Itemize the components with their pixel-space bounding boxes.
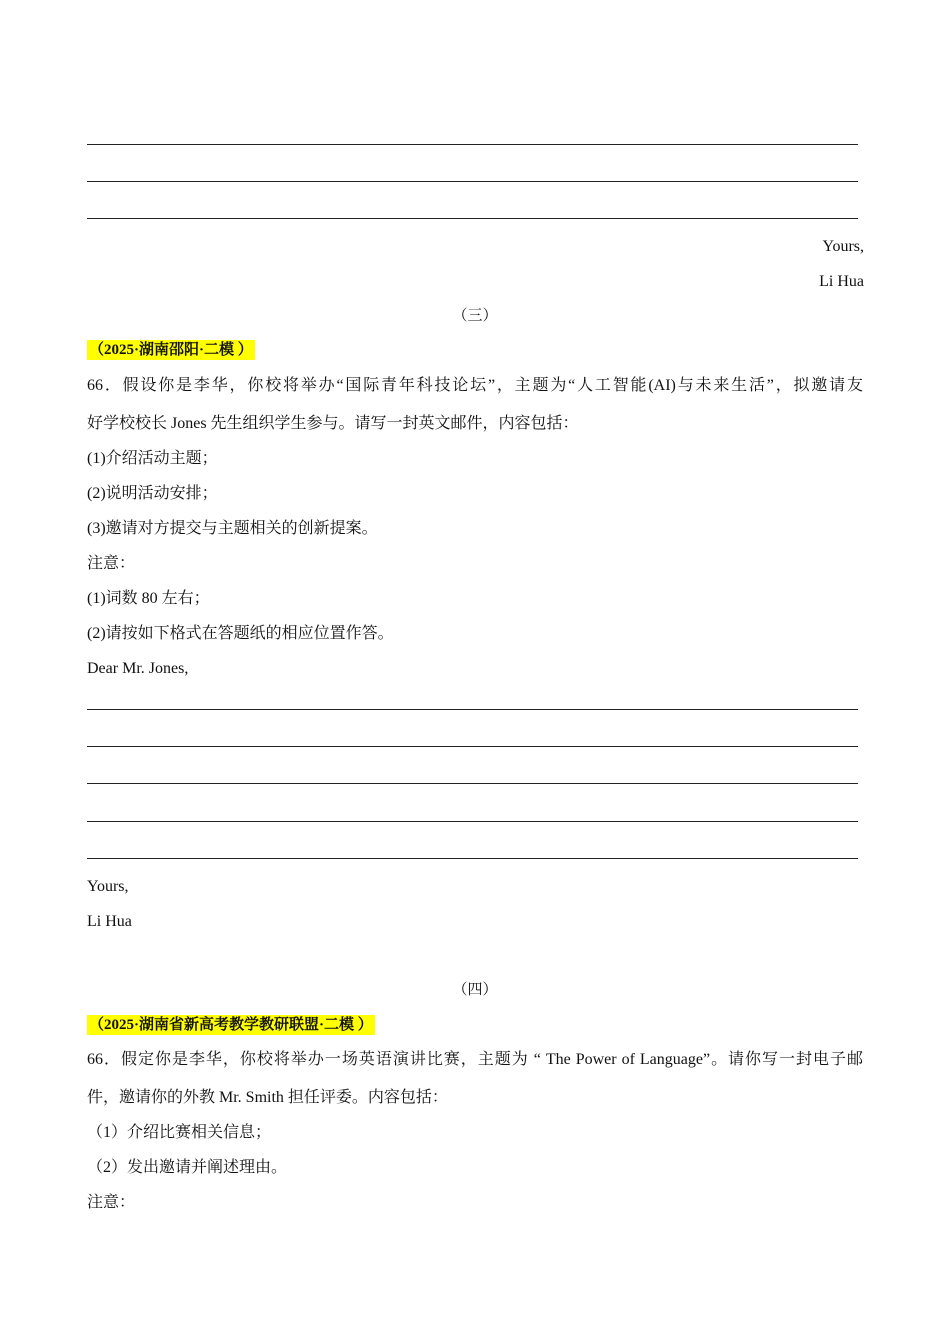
requirement-item: (3)邀请对方提交与主题相关的创新提案。 [87, 520, 378, 537]
answer-line [87, 218, 858, 219]
note-label: 注意： [87, 1194, 136, 1211]
source-tag: （2025·湖南省新高考教学教研联盟·二模 ） [89, 1017, 373, 1033]
answer-line [87, 746, 858, 747]
answer-line [87, 144, 858, 145]
note-item: (1)词数 80 左右； [87, 590, 210, 607]
answer-line [87, 858, 858, 859]
source-tag: （2025·湖南邵阳·二模 ） [89, 342, 253, 358]
requirement-item: （2）发出邀请并阐述理由。 [87, 1159, 288, 1176]
requirement-item: (2)说明活动安排； [87, 485, 218, 502]
answer-line [87, 181, 858, 182]
note-item: (2)请按如下格式在答题纸的相应位置作答。 [87, 625, 394, 642]
question-line: 66．假定你是李华，你校将举办一场英语演讲比赛，主题为 “ The Power of Language”。请你写一封电子邮 [87, 1051, 863, 1068]
question-line: 66．假设你是李华，你校将举办“国际青年科技论坛”，主题为“人工智能(AI)与未来生活”，拟邀请友 [87, 377, 863, 394]
closing-text: Yours, [822, 238, 864, 255]
answer-line [87, 783, 858, 784]
note-label: 注意： [87, 555, 136, 572]
section-heading: （三） [452, 308, 498, 324]
section-heading: （四） [452, 982, 498, 998]
closing-text: Yours, [87, 878, 129, 895]
requirement-item: （1）介绍比赛相关信息； [87, 1124, 272, 1141]
answer-line [87, 821, 858, 822]
question-line: 好学校校长 Jones 先生组织学生参与。请写一封英文邮件，内容包括： [87, 415, 579, 432]
requirement-item: (1)介绍活动主题； [87, 450, 218, 467]
signature-text: Li Hua [819, 273, 864, 290]
salutation-text: Dear Mr. Jones, [87, 660, 189, 677]
answer-line [87, 709, 858, 710]
signature-text: Li Hua [87, 913, 132, 930]
question-line: 件，邀请你的外教 Mr. Smith 担任评委。内容包括： [87, 1089, 448, 1106]
